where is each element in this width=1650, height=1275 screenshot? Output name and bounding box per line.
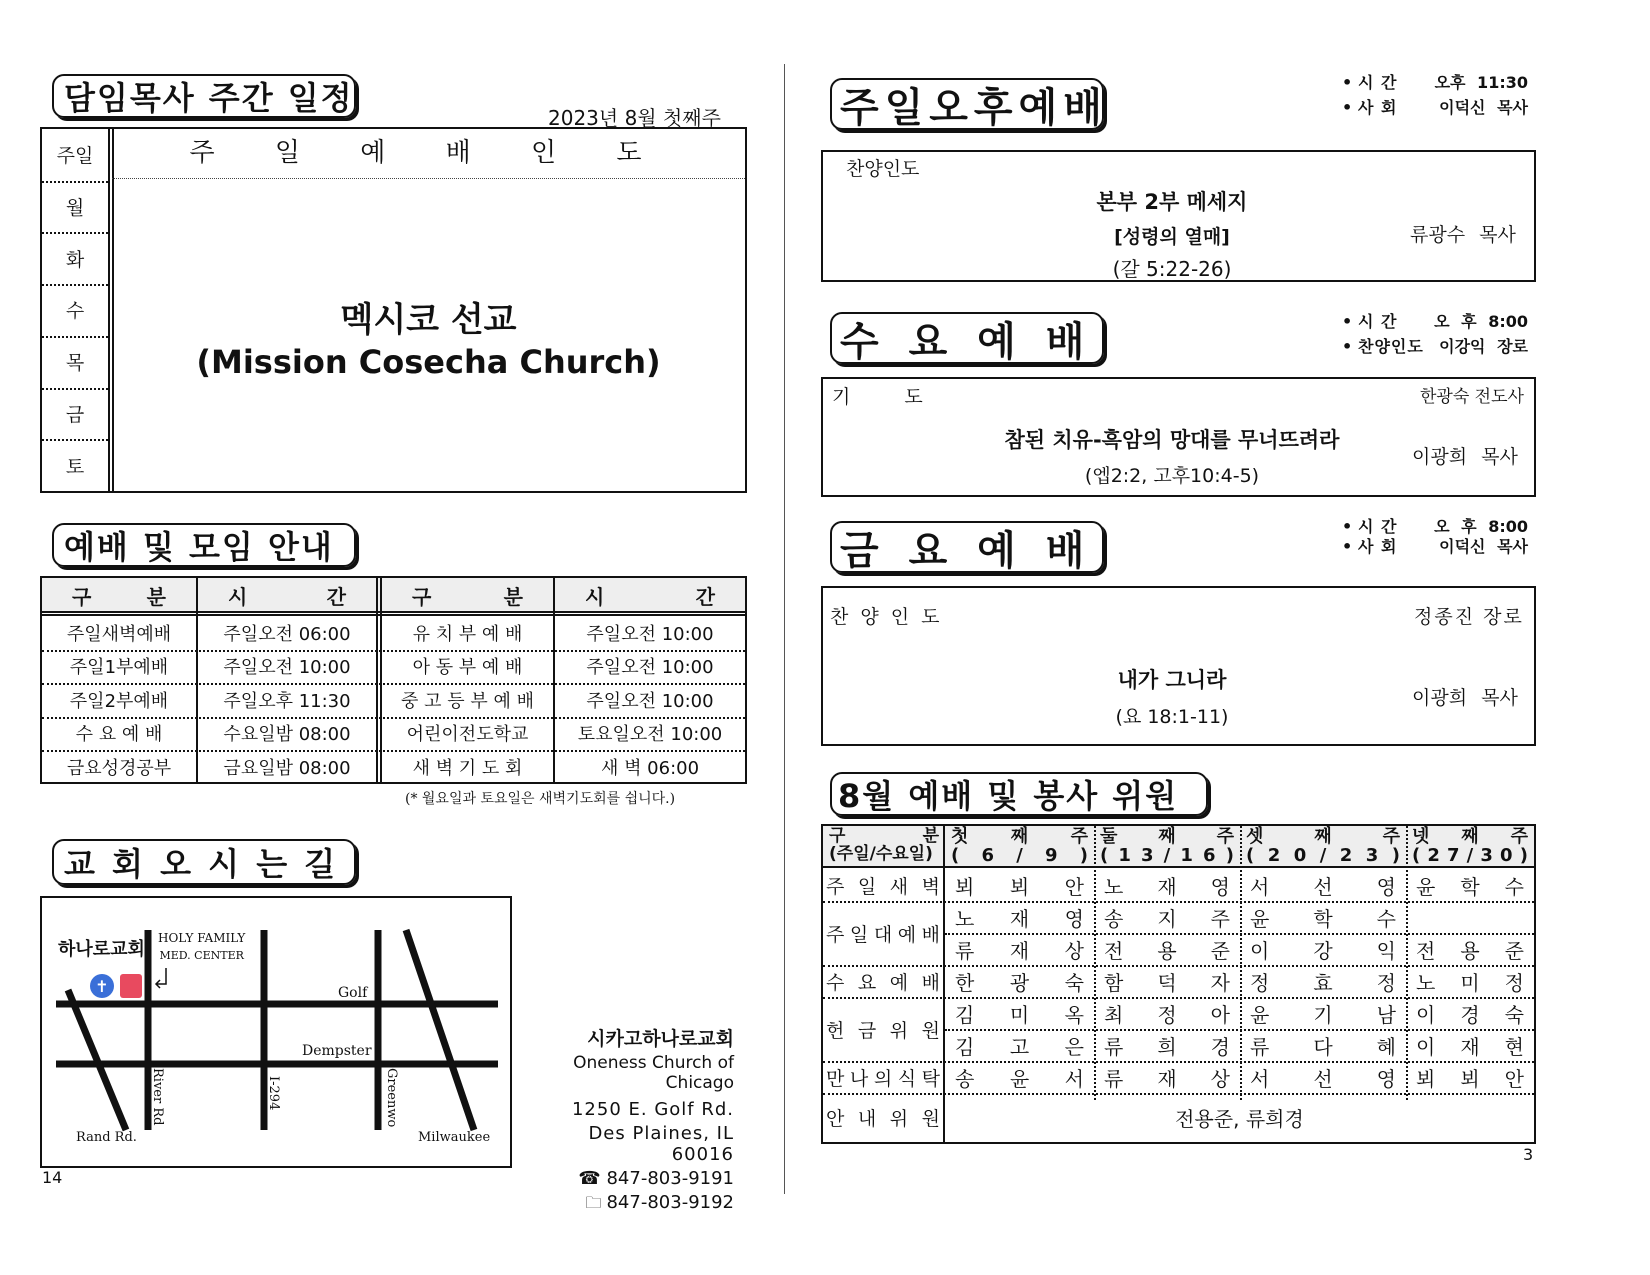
wednesday-title: 수 요 예 배: [830, 312, 1104, 364]
service-vline: [1094, 826, 1096, 1100]
church-address2: Des Plaines, IL 60016: [588, 1123, 734, 1165]
meetings-cell: 주일오전 06:00: [223, 623, 351, 645]
meetings-cell: 금요일밤 08:00: [223, 757, 351, 779]
wednesday-preacher: 이광희 목사: [1412, 446, 1518, 468]
schedule-day: 목: [65, 352, 85, 375]
schedule-day: 토: [65, 455, 85, 478]
meetings-cell: 토요일오전 10:00: [577, 724, 723, 746]
service-name: 뵈 뵈 안: [1416, 1066, 1524, 1091]
sunday-note: 주 일 예 배 인 도: [189, 138, 668, 168]
church-fax: 847-803-9192: [606, 1192, 734, 1213]
service-row-label: 수 요 예 배: [826, 971, 940, 994]
service-week-label: 첫 째 주: [951, 826, 1088, 847]
friday-praise-label: 찬 양 인 도: [830, 606, 943, 628]
service-row-label: 주 일 대 예 배: [826, 923, 940, 946]
meetings-cell: 주일오전 10:00: [586, 657, 714, 679]
service-subrow-divider: [945, 933, 1534, 935]
map-greenwood-label: Greenwo: [384, 1068, 399, 1128]
friday-scripture: (요 18:1-11): [1115, 706, 1229, 728]
service-header-line2: (주일/수요일): [829, 844, 933, 864]
friday-sermon: [1060, 664, 1284, 729]
directions-title: 교 회 오 시 는 길: [52, 839, 356, 885]
service-header-line1: 구 분: [829, 826, 939, 846]
service-week-label: 넷 째 주: [1412, 826, 1528, 847]
service-subrow-divider: [945, 1029, 1534, 1031]
service-vline: [1406, 826, 1408, 1100]
info-label: 사 회: [1358, 537, 1398, 556]
day-divider: [42, 388, 108, 390]
service-name: 최 정 아: [1104, 1002, 1230, 1027]
sunday-pm-scripture: (갈 5:22-26): [1112, 257, 1232, 281]
hospital-line1: HOLY FAMILY: [158, 931, 246, 945]
meetings-cell: 어린이전도학교: [406, 724, 529, 746]
day-divider: [42, 439, 108, 441]
schedule-title: 담임목사 주간 일정: [52, 74, 356, 118]
info-label: 시 간: [1358, 312, 1398, 331]
friday-preacher: 이광희 목사: [1412, 687, 1518, 709]
service-name: 이 경 숙: [1416, 1002, 1524, 1027]
info-row: [1342, 334, 1528, 359]
info-row: [1342, 309, 1528, 334]
meetings-note: (* 월요일과 토요일은 새벽기도회를 쉽니다.): [405, 791, 676, 807]
wednesday-sermon-title: 참된 치유-흑암의 망대를 무너뜨려라: [1004, 428, 1340, 452]
service-name: 김 미 옥: [955, 1002, 1084, 1027]
sunday-pm-info: [1342, 70, 1528, 120]
meetings-cell: 주일새벽예배: [66, 623, 172, 645]
bullet-icon: •: [1342, 312, 1353, 331]
schedule-main-line1: 멕시코 선교: [340, 300, 517, 340]
meetings-cell: 주일오후 11:30: [223, 690, 351, 712]
sunday-pm-preacher: 류광수 목사: [1410, 224, 1516, 246]
info-label: 시 간: [1358, 517, 1398, 536]
info-row: [1342, 95, 1528, 120]
service-name: 전 용 준: [1416, 938, 1524, 963]
service-name: 함 덕 자: [1104, 970, 1230, 995]
bullet-icon: •: [1342, 517, 1353, 536]
sunday-pm-sermon: [1040, 186, 1304, 282]
sunday-pm-praise: 찬양인도: [846, 158, 920, 180]
church-name-en: Oneness Church of Chicago: [573, 1053, 734, 1093]
page-number-left: 14: [42, 1168, 63, 1187]
service-name: 윤 학 수: [1250, 906, 1396, 931]
service-week-header: [1412, 827, 1528, 865]
service-week-label: 셋 째 주: [1246, 826, 1400, 847]
hospital-line2: MED. CENTER: [159, 949, 244, 962]
schedule-day: 화: [65, 248, 85, 271]
service-name: 류 다 혜: [1250, 1034, 1396, 1059]
service-week-dates: ( 2 0 / 2 3 ): [1246, 845, 1400, 866]
meetings-header: 시 간: [228, 585, 346, 609]
bullet-icon: •: [1342, 537, 1353, 556]
info-value: 오후 11:30: [1434, 73, 1528, 92]
meetings-cell: 주일오전 10:00: [223, 657, 351, 679]
church-contact: [520, 1024, 734, 1219]
service-week-header: [1246, 827, 1400, 865]
hospital-marker-icon: [120, 974, 142, 998]
map-milwaukee-label: Milwaukee: [418, 1130, 491, 1145]
info-value: 이강익 장로: [1439, 337, 1528, 356]
service-name: 노 미 정: [1416, 970, 1524, 995]
service-name: 윤 학 수: [1416, 874, 1524, 899]
service-name: 윤 기 남: [1250, 1002, 1396, 1027]
service-name: 전 용 준: [1104, 938, 1230, 963]
sunday-pm-title: 주일오후예배: [830, 78, 1104, 130]
meetings-cell: 주일1부예배: [69, 657, 169, 679]
wednesday-prayer-label: 기 도: [832, 386, 923, 408]
wednesday-prayer-person: 한광숙 전도사: [1420, 387, 1524, 407]
service-week-label: 둘 째 주: [1100, 826, 1234, 847]
service-name: 송 윤 서: [955, 1066, 1084, 1091]
bullet-icon: •: [1342, 337, 1353, 356]
service-name: 이 재 현: [1416, 1034, 1524, 1059]
meetings-cell: 수 요 예 배: [75, 724, 163, 746]
map-dempster-label: Dempster: [302, 1043, 372, 1059]
meetings-header: 시 간: [585, 585, 715, 609]
service-name: 이 강 익: [1250, 938, 1396, 963]
road-rand: [68, 990, 126, 1130]
page-number-right: 3: [1523, 1145, 1534, 1164]
meetings-cell: 유 치 부 예 배: [412, 623, 523, 645]
day-divider: [42, 232, 108, 234]
service-week-dates: ( 6 / 9 ): [951, 845, 1088, 866]
cross-icon: ✝: [95, 977, 109, 996]
meetings-cell: 새 벽 06:00: [600, 757, 700, 779]
map-rand-label: Rand Rd.: [76, 1130, 137, 1145]
road-milwaukee: [406, 930, 474, 1130]
service-usher-label: 안 내 위 원: [826, 1108, 940, 1130]
service-week-dates: ( 2 7 / 3 0 ): [1412, 845, 1528, 866]
service-name: 노 재 영: [955, 906, 1084, 931]
service-name: 노 재 영: [1104, 874, 1230, 899]
service-header-col0: [829, 827, 939, 863]
schedule-main: [112, 292, 745, 381]
service-name: 서 선 영: [1250, 874, 1396, 899]
service-week-header: [951, 827, 1088, 865]
friday-praise-person: 정종진 장로: [1414, 606, 1524, 628]
map-hospital-label: [158, 929, 245, 965]
service-row-label: 주 일 새 벽: [826, 875, 940, 898]
service-week-dates: ( 1 3 / 1 6 ): [1100, 845, 1234, 866]
service-header-rule: [823, 866, 1534, 868]
info-label: 시 간: [1358, 73, 1398, 92]
info-value: 오 후 8:00: [1434, 517, 1528, 536]
service-title: 8월 예배 및 봉사 위원: [830, 772, 1208, 816]
meetings-row-divider: [42, 717, 745, 719]
fax-icon: 🗀: [585, 1193, 607, 1212]
map-i294-label: I-294: [266, 1076, 281, 1111]
meetings-cell: 주일오전 10:00: [586, 623, 714, 645]
meetings-title: 예배 및 모임 안내: [52, 523, 356, 567]
meetings-cell: 중 고 등 부 예 배: [401, 690, 534, 712]
church-address1: 1250 E. Golf Rd.: [571, 1099, 734, 1120]
wednesday-scripture: (엡2:2, 고후10:4-5): [1084, 465, 1260, 487]
meetings-row-divider: [42, 750, 745, 752]
service-name: 정 효 정: [1250, 970, 1396, 995]
schedule-day: 수: [65, 300, 85, 323]
day-divider: [42, 284, 108, 286]
page-fold: [784, 64, 785, 1194]
church-name-kr: 시카고하나로교회: [587, 1028, 734, 1050]
friday-title: 금 요 예 배: [830, 521, 1104, 573]
schedule-day: 월: [65, 197, 85, 220]
meetings-cell: 주일2부예배: [69, 690, 169, 712]
meetings-cell: 새 벽 기 도 회: [412, 757, 523, 779]
service-name: 류 재 상: [1104, 1066, 1230, 1091]
map-church-label: 하나로교회: [58, 939, 145, 960]
day-divider: [42, 336, 108, 338]
schedule-day: 금: [65, 403, 85, 426]
meetings-row-divider: [42, 683, 745, 685]
service-name: 뵈 뵈 안: [955, 874, 1084, 899]
phone-icon: ☎: [578, 1168, 607, 1189]
schedule-main-line2: (Mission Cosecha Church): [196, 343, 661, 381]
info-label: 사 회: [1358, 98, 1398, 117]
schedule-week: 2023년 8월 첫째주: [548, 106, 721, 130]
info-value: 이덕신 목사: [1439, 98, 1528, 117]
map-golf-label: Golf: [338, 985, 368, 1001]
sunday-pm-sermon-line1: 본부 2부 메세지: [1096, 190, 1248, 214]
service-vline: [1240, 826, 1242, 1100]
service-name: 류 희 경: [1104, 1034, 1230, 1059]
meetings-header: 구 분: [72, 585, 166, 609]
service-week-header: [1100, 827, 1234, 865]
meetings-cell: 수요일밤 08:00: [223, 724, 351, 746]
meetings-cell: 주일오전 10:00: [586, 690, 714, 712]
info-label: 찬양인도: [1358, 337, 1424, 356]
meetings-cell: 아 동 부 예 배: [412, 657, 523, 679]
bullet-icon: •: [1342, 98, 1353, 117]
info-row: [1342, 537, 1528, 557]
wednesday-info: [1342, 309, 1528, 359]
service-row-label: 만 나 의 식 탁: [826, 1067, 940, 1090]
church-phone: 847-803-9191: [606, 1168, 734, 1189]
map-river-label: River Rd: [150, 1068, 165, 1126]
service-name: 송 지 주: [1104, 906, 1230, 931]
service-row-label: 헌 금 위 원: [826, 1019, 940, 1042]
service-name: 한 광 숙: [955, 970, 1084, 995]
meetings-header: 구 분: [412, 585, 523, 609]
info-row: [1342, 70, 1528, 95]
schedule-day: 주일: [56, 145, 94, 168]
wednesday-sermon: [960, 424, 1384, 488]
service-name: 김 고 은: [955, 1034, 1084, 1059]
info-value: 오 후 8:00: [1434, 312, 1528, 331]
friday-sermon-title: 내가 그니라: [1117, 668, 1227, 692]
bullet-icon: •: [1342, 73, 1353, 92]
meetings-cell: 금요성경공부: [66, 757, 172, 779]
info-row: [1342, 517, 1528, 537]
info-value: 이덕신 목사: [1439, 537, 1528, 556]
service-name: 류 재 상: [955, 938, 1084, 963]
meetings-row-divider: [42, 650, 745, 652]
sunday-pm-sermon-title: [성령의 열매]: [1114, 226, 1230, 248]
day-divider: [42, 181, 108, 183]
service-ushers: 전용준, 류희경: [1175, 1107, 1304, 1131]
friday-info: [1342, 517, 1528, 557]
arrow-icon: [156, 968, 166, 988]
service-name: 서 선 영: [1250, 1066, 1396, 1091]
